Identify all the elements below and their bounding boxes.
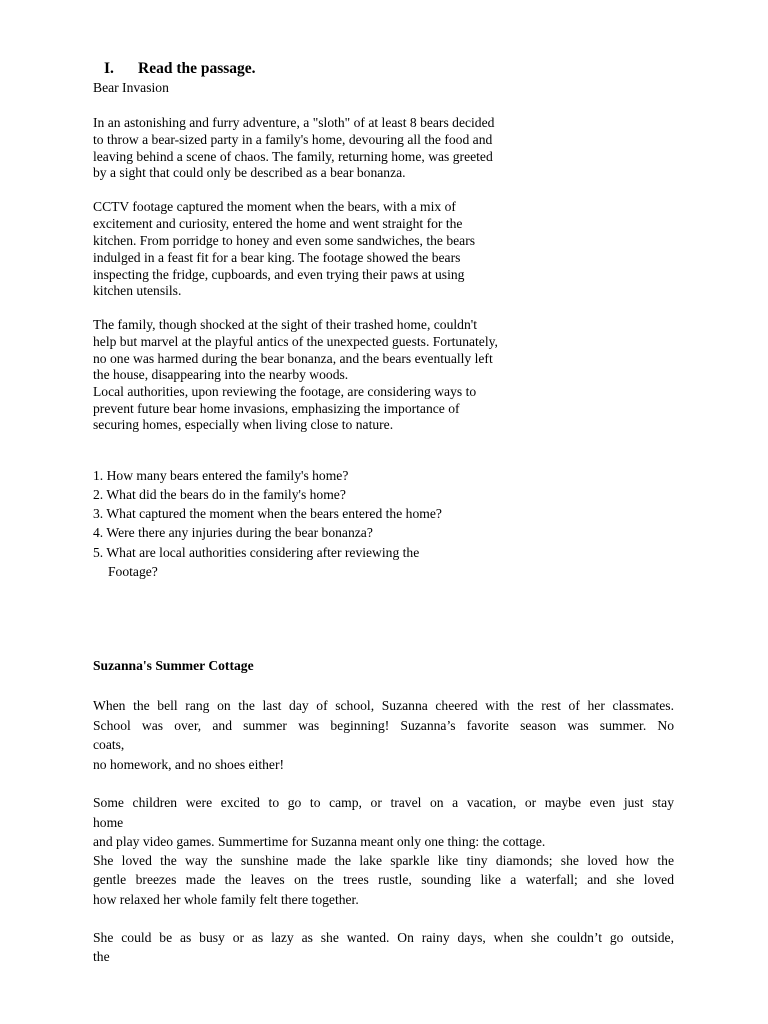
story-line: gentle breezes made the leaves on the trees rustle, sounding like a waterfall; and she loved [93, 872, 674, 887]
article-line: kitchen. From porridge to honey and even some sandwiches, the bears [93, 233, 476, 248]
article-line: Local authorities, upon reviewing the footage, are considering ways to [93, 384, 477, 399]
question-item-continuation: Footage? [108, 564, 158, 579]
story-line: When the bell rang on the last day of school, Suzanna cheered with the rest of her classmates. [93, 698, 674, 713]
article-line: by a sight that could only be described as a bear bonanza. [93, 165, 406, 180]
question-item: 4. Were there any injuries during the bear bonanza? [93, 525, 373, 540]
story-line: Some children were excited to go to camp, or travel on a vacation, or maybe even just stay [93, 795, 674, 810]
story-line: coats, [93, 737, 125, 752]
question-item: 3. What captured the moment when the bears entered the home? [93, 506, 442, 521]
section-heading [104, 60, 256, 78]
story-line: the [93, 949, 110, 964]
article-line: prevent future bear home invasions, emphasizing the importance of [93, 401, 460, 416]
article-line: the house, disappearing into the nearby woods. [93, 367, 349, 382]
section-heading-text: Read the passage. [138, 60, 256, 77]
article-line: CCTV footage captured the moment when the bears, with a mix of [93, 199, 456, 214]
article-line: to throw a bear-sized party in a family's home, devouring all the food and [93, 132, 493, 147]
question-item: 1. How many bears entered the family's home? [93, 468, 349, 483]
story-line: She could be as busy or as lazy as she wanted. On rainy days, when she couldn’t go outside, [93, 930, 674, 945]
article-line: no one was harmed during the bear bonanza, and the bears eventually left [93, 351, 493, 366]
story-line: School was over, and summer was beginning! Suzanna’s favorite season was summer. No [93, 718, 674, 733]
article-line: kitchen utensils. [93, 283, 182, 298]
article-line: In an astonishing and furry adventure, a "sloth" of at least 8 bears decided [93, 115, 495, 130]
section-number: I. [104, 60, 114, 77]
story-title: Suzanna's Summer Cottage [93, 658, 254, 673]
story-line: home [93, 815, 124, 830]
question-item: 2. What did the bears do in the family's home? [93, 487, 346, 502]
story-line: and play video games. Summertime for Suzanna meant only one thing: the cottage. [93, 834, 546, 849]
article-line: inspecting the fridge, cupboards, and even trying their paws at using [93, 267, 465, 282]
article-title: Bear Invasion [93, 80, 169, 95]
article-line: The family, though shocked at the sight of their trashed home, couldn't [93, 317, 477, 332]
story-line: how relaxed her whole family felt there together. [93, 892, 359, 907]
article-line: leaving behind a scene of chaos. The family, returning home, was greeted [93, 149, 493, 164]
story-line: no homework, and no shoes either! [93, 757, 285, 772]
article-line: help but marvel at the playful antics of the unexpected guests. Fortunately, [93, 334, 498, 349]
article-line: excitement and curiosity, entered the home and went straight for the [93, 216, 463, 231]
story-line: She loved the way the sunshine made the lake sparkle like tiny diamonds; she loved how the [93, 853, 674, 868]
article-line: securing homes, especially when living close to nature. [93, 417, 394, 432]
article-line: indulged in a feast fit for a bear king. The footage showed the bears [93, 250, 461, 265]
question-item: 5. What are local authorities considering after reviewing the [93, 545, 420, 560]
